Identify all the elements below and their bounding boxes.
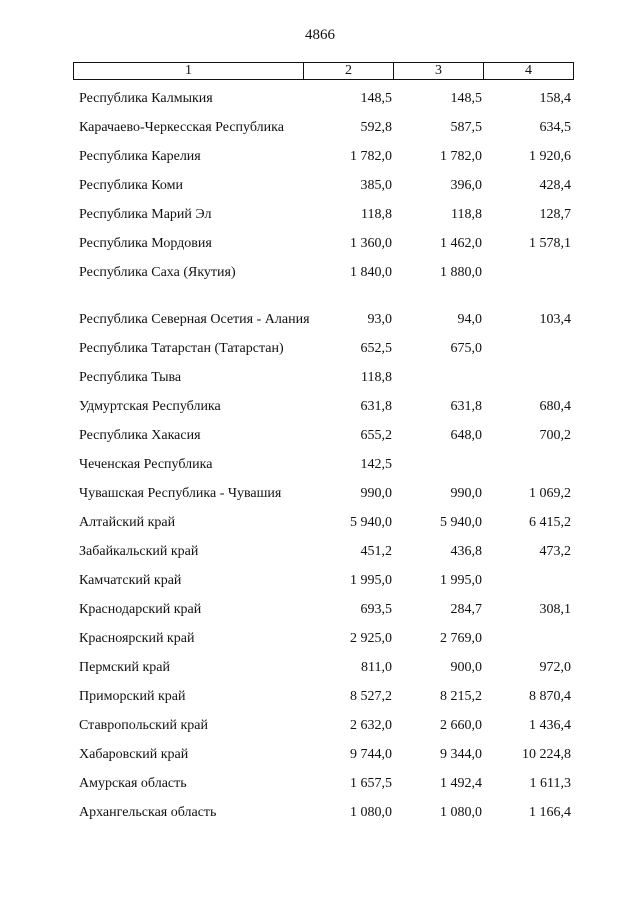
- value-col-4: 128,7: [539, 207, 571, 222]
- value-col-3: 631,8: [450, 399, 482, 414]
- table-row: [0, 798, 640, 827]
- region-name: Алтайский край: [79, 515, 176, 530]
- table-row: [0, 769, 640, 798]
- region-name: Краснодарский край: [79, 602, 202, 617]
- region-name: Республика Тыва: [79, 370, 182, 385]
- region-name: Республика Калмыкия: [79, 91, 213, 106]
- table-row: [0, 84, 640, 113]
- value-col-4: 1 920,6: [529, 149, 571, 164]
- region-name: Республика Коми: [79, 178, 183, 193]
- table-row: [0, 287, 640, 334]
- value-col-3: 648,0: [450, 428, 482, 443]
- value-col-3: 284,7: [450, 602, 482, 617]
- value-col-4: 972,0: [539, 660, 571, 675]
- region-name: Республика Татарстан (Татарстан): [79, 341, 284, 356]
- region-name: Амурская область: [79, 776, 187, 791]
- table-row: [0, 363, 640, 392]
- table-row: [0, 653, 640, 682]
- value-col-3: 675,0: [450, 341, 482, 356]
- value-col-4: 680,4: [539, 399, 571, 414]
- table-row: [0, 200, 640, 229]
- table-row: [0, 229, 640, 258]
- page-number: 4866: [305, 27, 335, 43]
- value-col-4: 158,4: [539, 91, 571, 106]
- region-name: Пермский край: [79, 660, 170, 675]
- region-name: Камчатский край: [79, 573, 182, 588]
- value-col-3: 1 462,0: [440, 236, 482, 251]
- column-header-1: 1: [74, 63, 304, 80]
- region-name: Хабаровский край: [79, 747, 189, 762]
- value-col-3: 990,0: [450, 486, 482, 501]
- table-row: [0, 566, 640, 595]
- value-col-3: 148,5: [450, 91, 482, 106]
- region-name: Республика Карелия: [79, 149, 201, 164]
- value-col-2: 1 782,0: [350, 149, 392, 164]
- value-col-2: 1 840,0: [350, 265, 392, 280]
- column-header-4: 4: [484, 63, 574, 80]
- table-row: [0, 711, 640, 740]
- region-name: Чеченская Республика: [79, 457, 213, 472]
- value-col-2: 631,8: [360, 399, 392, 414]
- table-row: [0, 624, 640, 653]
- column-header-table: [73, 62, 574, 80]
- value-col-4: 473,2: [539, 544, 571, 559]
- region-name: Удмуртская Республика: [79, 399, 221, 414]
- table-row: [0, 740, 640, 769]
- value-col-2: 1 360,0: [350, 236, 392, 251]
- region-name: Республика Мордовия: [79, 236, 212, 251]
- value-col-2: 118,8: [361, 207, 392, 222]
- region-name: Республика Саха (Якутия): [79, 265, 236, 280]
- value-col-4: 1 578,1: [529, 236, 571, 251]
- value-col-4: 103,4: [539, 312, 571, 327]
- value-col-3: 587,5: [450, 120, 482, 135]
- value-col-2: 142,5: [360, 457, 392, 472]
- value-col-3: 1 995,0: [440, 573, 482, 588]
- value-col-2: 693,5: [360, 602, 392, 617]
- value-col-2: 148,5: [360, 91, 392, 106]
- table-row: [0, 508, 640, 537]
- value-col-3: 436,8: [450, 544, 482, 559]
- value-col-3: 2 769,0: [440, 631, 482, 646]
- region-name: Архангельская область: [79, 805, 217, 820]
- value-col-3: 1 492,4: [440, 776, 482, 791]
- table-row: [0, 334, 640, 363]
- value-col-2: 2 925,0: [350, 631, 392, 646]
- value-col-3: 8 215,2: [440, 689, 482, 704]
- value-col-4: 428,4: [539, 178, 571, 193]
- value-col-2: 5 940,0: [350, 515, 392, 530]
- column-header-row: [74, 63, 574, 80]
- value-col-4: 6 415,2: [529, 515, 571, 530]
- table-row: [0, 113, 640, 142]
- region-name: Республика Марий Эл: [79, 207, 212, 222]
- region-name: Республика Хакасия: [79, 428, 201, 443]
- region-name: Чувашская Республика - Чувашия: [79, 486, 282, 501]
- table-row: [0, 450, 640, 479]
- value-col-2: 592,8: [360, 120, 392, 135]
- value-col-4: 700,2: [539, 428, 571, 443]
- value-col-2: 811,0: [361, 660, 392, 675]
- value-col-2: 1 995,0: [350, 573, 392, 588]
- table-row: [0, 142, 640, 171]
- table-body: [0, 84, 640, 827]
- region-name: Ставропольский край: [79, 718, 208, 733]
- table-row: [0, 537, 640, 566]
- value-col-3: 1 880,0: [440, 265, 482, 280]
- value-col-4: 634,5: [539, 120, 571, 135]
- value-col-3: 94,0: [457, 312, 482, 327]
- column-header-2: 2: [304, 63, 394, 80]
- value-col-3: 1 080,0: [440, 805, 482, 820]
- value-col-2: 1 080,0: [350, 805, 392, 820]
- value-col-2: 118,8: [361, 370, 392, 385]
- value-col-3: 5 940,0: [440, 515, 482, 530]
- value-col-3: 396,0: [450, 178, 482, 193]
- table-row: [0, 171, 640, 200]
- value-col-2: 1 657,5: [350, 776, 392, 791]
- value-col-4: 1 166,4: [529, 805, 571, 820]
- value-col-4: 1 069,2: [529, 486, 571, 501]
- value-col-2: 8 527,2: [350, 689, 392, 704]
- value-col-2: 385,0: [360, 178, 392, 193]
- table-row: [0, 595, 640, 624]
- table-row: [0, 479, 640, 508]
- value-col-4: 1 436,4: [529, 718, 571, 733]
- table-row: [0, 258, 640, 287]
- value-col-2: 990,0: [360, 486, 392, 501]
- region-name: Республика Северная Осетия - Алания: [79, 312, 310, 327]
- value-col-2: 2 632,0: [350, 718, 392, 733]
- table-row: [0, 392, 640, 421]
- value-col-3: 1 782,0: [440, 149, 482, 164]
- value-col-3: 2 660,0: [440, 718, 482, 733]
- value-col-3: 900,0: [450, 660, 482, 675]
- column-header-3: 3: [394, 63, 484, 80]
- value-col-2: 93,0: [367, 312, 392, 327]
- region-name: Забайкальский край: [79, 544, 199, 559]
- region-name: Карачаево-Черкесская Республика: [79, 120, 284, 135]
- value-col-2: 652,5: [360, 341, 392, 356]
- value-col-3: 118,8: [451, 207, 482, 222]
- value-col-4: 10 224,8: [522, 747, 571, 762]
- value-col-2: 655,2: [360, 428, 392, 443]
- value-col-2: 451,2: [360, 544, 392, 559]
- value-col-4: 308,1: [539, 602, 571, 617]
- region-name: Красноярский край: [79, 631, 195, 646]
- table-row: [0, 421, 640, 450]
- value-col-4: 1 611,3: [529, 776, 571, 791]
- table-row: [0, 682, 640, 711]
- value-col-2: 9 744,0: [350, 747, 392, 762]
- region-name: Приморский край: [79, 689, 186, 704]
- value-col-4: 8 870,4: [529, 689, 571, 704]
- value-col-3: 9 344,0: [440, 747, 482, 762]
